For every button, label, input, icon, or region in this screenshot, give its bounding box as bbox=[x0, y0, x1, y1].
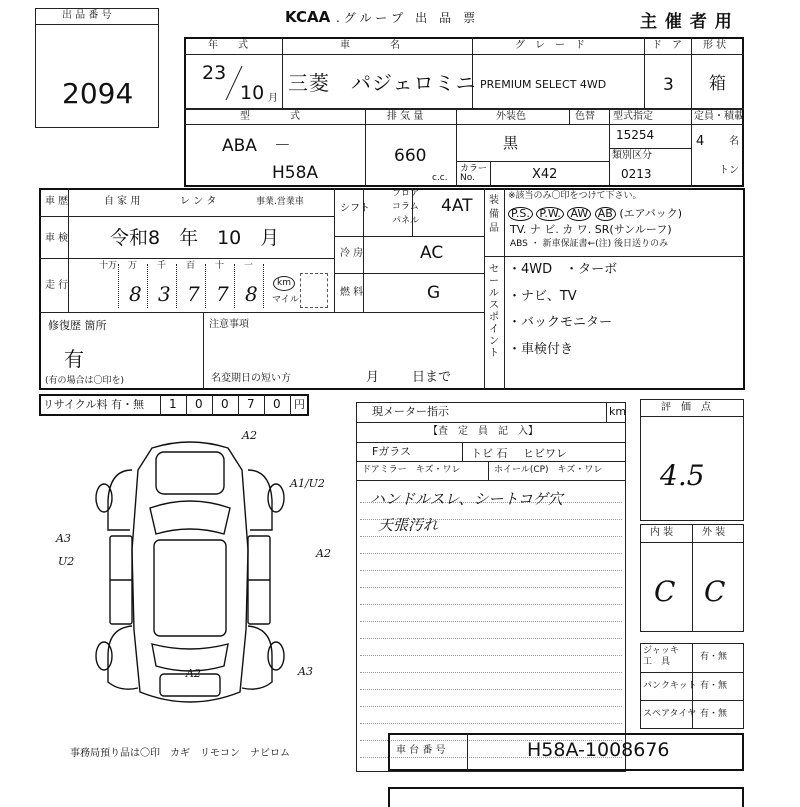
recycle-divider-2 bbox=[212, 394, 213, 416]
mileage-digit-1: 3 bbox=[158, 282, 171, 306]
equip-ab[interactable]: AB bbox=[595, 207, 616, 221]
model-number: H58A bbox=[272, 163, 319, 183]
equipment-row3: ABS ・ 新車保証書←(注) 後日送りのみ bbox=[510, 239, 669, 249]
load-unit: トン bbox=[719, 165, 739, 176]
mileage-digit-2: 7 bbox=[187, 282, 200, 306]
glass-stone[interactable]: 石 bbox=[496, 447, 508, 460]
recycle-divider-0 bbox=[160, 394, 161, 416]
lot-number: 2094 bbox=[62, 77, 134, 110]
sponsor-label: 主 催 者 用 bbox=[640, 12, 733, 32]
label-shape: 形 状 bbox=[703, 40, 727, 51]
label-sales-points: セールスポイント bbox=[489, 264, 499, 359]
mileage-digit-4: 8 bbox=[245, 282, 258, 306]
label-exterior-color: 外装色 bbox=[496, 111, 526, 122]
label-inspection: 車 検 bbox=[45, 233, 69, 244]
lot-label: 出 品 番 号 bbox=[62, 10, 112, 21]
label-mileage: 走 行 bbox=[45, 280, 69, 291]
inspector-note-2: 天張汚れ bbox=[378, 516, 439, 534]
hood bbox=[156, 452, 224, 494]
mileage-divider-0 bbox=[118, 264, 119, 308]
note-line bbox=[360, 604, 622, 605]
header-title: . グ ル ー プ 出 品 票 bbox=[336, 11, 476, 25]
label-wheel: ホイール(CP) キズ・ワレ bbox=[494, 465, 603, 475]
ac-value: AC bbox=[420, 243, 444, 263]
label-year: 年 式 bbox=[208, 40, 248, 51]
label-color-change: 色替 bbox=[575, 111, 595, 122]
recycle-divider-1 bbox=[186, 394, 187, 416]
label-day: 日まで bbox=[412, 370, 452, 385]
mileage-divider-4 bbox=[234, 264, 235, 308]
note-line bbox=[360, 621, 622, 622]
recycle-digit-3: 7 bbox=[247, 397, 255, 411]
label-recycle: リサイクル料 有・無 bbox=[43, 398, 144, 411]
label-chassis: 車 台 番 号 bbox=[396, 745, 446, 756]
glass-chip[interactable]: トビ bbox=[471, 447, 493, 460]
mileage-unit-1: 万 bbox=[128, 261, 138, 271]
windshield bbox=[150, 501, 230, 534]
glass-crack[interactable]: ヒビワレ bbox=[523, 447, 567, 460]
equip-pw[interactable]: P.W. bbox=[536, 207, 564, 221]
mileage-unit-0: 十万 bbox=[99, 261, 118, 271]
history-option-business[interactable]: 事業.営業車 bbox=[256, 197, 304, 207]
mileage-divider-3 bbox=[205, 264, 206, 308]
shift-value: 4AT bbox=[441, 196, 473, 216]
shift-column: コラム bbox=[392, 202, 419, 212]
year-value: 23 bbox=[202, 62, 227, 84]
label-month: 月 bbox=[366, 370, 380, 385]
bottom-strip bbox=[388, 787, 744, 807]
rating-score: 4.5 bbox=[660, 459, 705, 492]
label-ac: 冷 房 bbox=[340, 248, 364, 259]
color-no-value: X42 bbox=[532, 167, 558, 182]
label-class-division: 類別区分 bbox=[612, 150, 652, 161]
accessory-jack-label: ジャッキ 工 具 bbox=[643, 646, 679, 667]
body-outline bbox=[132, 442, 248, 702]
recycle-divider-end bbox=[290, 394, 291, 416]
note-line bbox=[360, 570, 622, 571]
lot-box bbox=[35, 8, 159, 128]
right-front-wheel bbox=[268, 484, 284, 512]
accessory-spare-value[interactable]: 有・無 bbox=[700, 709, 728, 719]
note-line bbox=[360, 638, 622, 639]
sales-point-3: ・バックモニター bbox=[508, 315, 613, 330]
label-exterior: 外 装 bbox=[702, 527, 726, 538]
displacement-value: 660 bbox=[394, 146, 427, 166]
doors-value: 3 bbox=[663, 75, 674, 95]
equipment-row2: TV. ナ ビ. カ ワ. SR(サンルーフ) bbox=[510, 223, 672, 236]
recycle-divider-4 bbox=[264, 394, 265, 416]
brand-logo: KCAA bbox=[285, 8, 331, 26]
equipment-row1 bbox=[508, 205, 682, 221]
label-name: 車 名 bbox=[340, 40, 400, 51]
equipment-note: ※該当のみ〇印をつけて下さい。 bbox=[508, 191, 642, 201]
meter-unit: km bbox=[609, 405, 627, 418]
note-line bbox=[360, 723, 622, 724]
recycle-digit-0: 1 bbox=[169, 397, 177, 411]
mileage-digit-3: 7 bbox=[216, 282, 229, 306]
mileage-unit-2: 千 bbox=[157, 261, 167, 271]
recycle-digit-4: 0 bbox=[273, 397, 281, 411]
recycle-divider-3 bbox=[238, 394, 239, 416]
shift-panel: パネル bbox=[392, 216, 420, 226]
label-door-mirror: ドアミラー キズ・ワレ bbox=[362, 465, 461, 475]
equip-ps[interactable]: P.S. bbox=[508, 207, 533, 221]
mileage-divider-2 bbox=[176, 264, 177, 308]
mileage-divider-1 bbox=[147, 264, 148, 308]
note-line bbox=[360, 655, 622, 656]
label-doors: ド ア bbox=[652, 40, 682, 51]
damage-mark-left-door: A3 bbox=[56, 532, 71, 545]
accessory-puncture-value[interactable]: 有・無 bbox=[700, 681, 728, 691]
glass-options bbox=[471, 445, 567, 461]
label-interior: 内 装 bbox=[650, 527, 674, 538]
label-name-change: 名変期日の短い方 bbox=[211, 373, 291, 384]
damage-mark-front: A2 bbox=[242, 429, 257, 442]
note-line bbox=[360, 536, 622, 537]
shift-floor: フロア bbox=[392, 189, 420, 199]
capacity-unit: 名 bbox=[729, 136, 739, 147]
note-line bbox=[360, 706, 622, 707]
note-line bbox=[360, 553, 622, 554]
label-caution: 注意事項 bbox=[209, 319, 249, 330]
accessory-jack-value[interactable]: 有・無 bbox=[700, 652, 728, 662]
damage-mark-left-door-2: U2 bbox=[58, 555, 75, 568]
mileage-divider-5 bbox=[263, 264, 264, 308]
label-history: 車 歴 bbox=[45, 196, 69, 207]
interior-grade: C bbox=[654, 575, 676, 608]
mileage-unit-5: 一 bbox=[244, 261, 254, 271]
label-type-designation: 型式指定 bbox=[613, 111, 653, 122]
note-line bbox=[360, 672, 622, 673]
left-rear-wheel bbox=[96, 642, 112, 670]
damage-mark-right-front: A1/U2 bbox=[290, 477, 325, 490]
mile-unit-label: マイル bbox=[272, 295, 299, 305]
class-division-value: 0213 bbox=[621, 167, 652, 181]
recycle-digit-1: 0 bbox=[195, 397, 203, 411]
inspector-note-1: ハンドルスレ、シートコゲ穴 bbox=[370, 490, 563, 508]
mileage-digit-0: 8 bbox=[129, 282, 142, 306]
damage-mark-rear: A2 bbox=[186, 667, 201, 680]
equip-aw[interactable]: AW bbox=[567, 207, 591, 221]
right-rear-wheel bbox=[268, 642, 284, 670]
repair-value: 有 bbox=[64, 347, 84, 371]
label-equipment: 装備品 bbox=[489, 195, 499, 234]
inspection-value: 令和8 年 10 月 bbox=[110, 227, 280, 249]
sales-point-2: ・ナビ、TV bbox=[508, 289, 577, 304]
label-repair: 修復歴 箇所 bbox=[48, 319, 107, 332]
model-code: ABA － bbox=[222, 136, 291, 156]
history-option-rental[interactable]: レ ン タ bbox=[180, 196, 217, 207]
sales-point-4: ・車検付き bbox=[508, 342, 574, 357]
label-rating: 評 価 点 bbox=[661, 402, 711, 413]
chassis-number: H58A-1008676 bbox=[527, 739, 670, 761]
office-items: 事務局預り品は〇印 カギ リモコン ナビロム bbox=[70, 748, 290, 759]
label-displacement: 排 気 量 bbox=[387, 111, 424, 122]
mileage-unit-3: 百 bbox=[186, 261, 196, 271]
exterior-grade: C bbox=[704, 575, 726, 608]
month-value: 10 bbox=[240, 82, 265, 104]
capacity-value: 4 bbox=[696, 134, 705, 149]
history-option-private[interactable]: 自 家 用 bbox=[104, 196, 141, 207]
shape-value: 箱 bbox=[709, 74, 726, 94]
label-color-no: カラー No. bbox=[460, 164, 488, 183]
label-capacity: 定員・積載 bbox=[694, 111, 744, 122]
sales-point-1: ・4WD ・ターボ bbox=[508, 262, 618, 277]
damage-mark-right-door: A2 bbox=[316, 547, 331, 560]
month-unit: 月 bbox=[268, 93, 278, 104]
label-shift: シフト bbox=[340, 203, 370, 214]
note-line bbox=[360, 689, 622, 690]
recycle-digit-2: 0 bbox=[221, 397, 229, 411]
equip-ab-note: (エアバック) bbox=[619, 207, 683, 220]
mileage-unit-4: 十 bbox=[215, 261, 225, 271]
label-model: 型 式 bbox=[240, 111, 300, 122]
displacement-unit: c.c. bbox=[432, 173, 448, 183]
roof bbox=[154, 540, 226, 636]
car-name: 三菱 パジェロミニ bbox=[288, 71, 477, 95]
type-designation-value: 15254 bbox=[616, 128, 655, 142]
exterior-color-value: 黒 bbox=[503, 134, 519, 152]
recycle-unit: 円 bbox=[294, 398, 305, 411]
accessory-spare-label: スペアタイヤ bbox=[643, 709, 697, 719]
label-inspector: 【査 定 員 記 入】 bbox=[428, 426, 538, 437]
accessory-puncture-label: パンクキット bbox=[643, 681, 697, 691]
damage-mark-right-rear: A3 bbox=[298, 665, 313, 678]
left-front-wheel bbox=[96, 484, 112, 512]
grade-value: PREMIUM SELECT 4WD bbox=[480, 78, 607, 91]
label-grade: グ レ ー ド bbox=[515, 40, 585, 51]
label-front-glass: Fガラス bbox=[372, 445, 411, 458]
label-fuel: 燃 料 bbox=[340, 287, 364, 298]
km-unit-mark: km bbox=[273, 276, 295, 291]
note-line bbox=[360, 587, 622, 588]
label-meter: 現メーター指示 bbox=[372, 405, 449, 418]
fuel-value: G bbox=[427, 283, 441, 303]
mile-box bbox=[300, 273, 328, 308]
repair-note: (有の場合は〇印を) bbox=[45, 376, 125, 386]
